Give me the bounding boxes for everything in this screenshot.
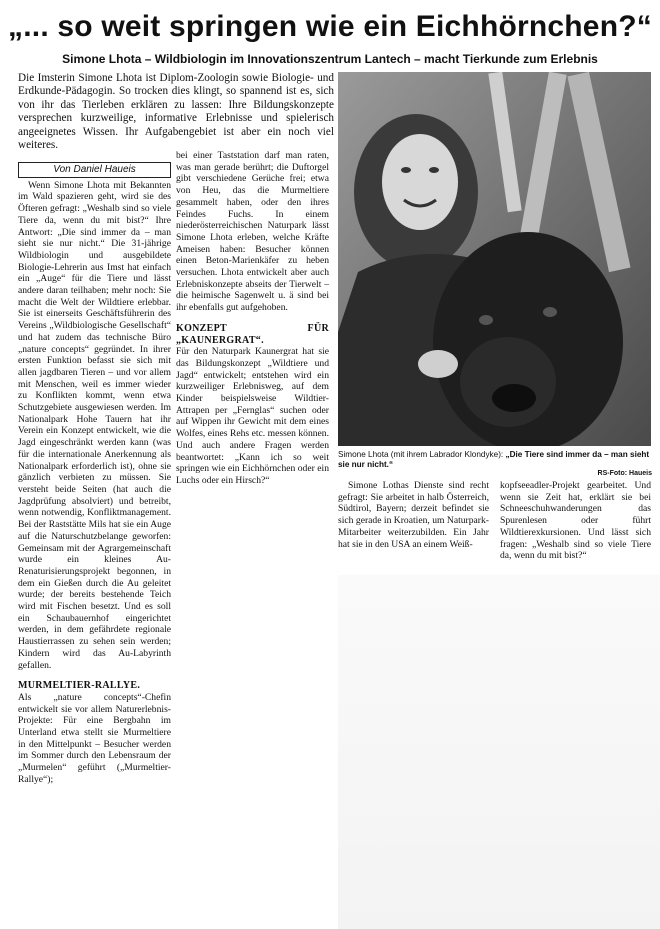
subhead-murmeltier: MURMELTIER-RALLYE. (18, 680, 141, 692)
article-lead: Die Imsterin Simone Lhota ist Diplom-Zoologin sowie Biologie- und Erdkunde-Pädagogin. So trocken dies klingt, so spannend ist es, sich von ihr das Tierleben erklären zu lassen: Ihre Bildungskonzepte versprechen kurzweilige, informative Erlebnisse und spielerisch angeeignetes Wissen. Ihr Aufgabengebiet ist aber ein noch viel weiteres. (18, 72, 334, 152)
column-1 (18, 150, 171, 786)
column-3 (338, 480, 489, 550)
byline: Von Daniel Haueis (18, 162, 171, 178)
column-2-after: Für den Naturpark Kaunergrat hat sie das Bildungskonzept „Wildtiere und Jagd“ entwickelt; entstehen wird ein kurzweiliger Erlebnisweg, auf dem Kinder beispielsweise Wildtier-Attrapen per „Fernglas“ suchen oder auf Wippen ihr Gewicht mit dem eines Wolfes, eines Rehs etc. messen können. Und auch andere Fragen werden beantwortet: „Kann ich so weit springen wie ein Eichhörnchen oder ein Luchs oder ein Hirsch?“ (176, 346, 329, 486)
photo-illustration (338, 72, 651, 446)
portrait-photo (338, 72, 651, 446)
column-1-after: Als „nature concepts“-Chefin entwickelt sie vor allem Naturerlebnis-Projekte: Für eine Bergbahn im Unterland etwa stellt sie Murmeltiere in den Mittelpunkt – Besucher werden im Sommer durch den Lebensraum der „Murmelen“ geführt („Murmeltier-Rallye“); (18, 691, 171, 785)
article-headline: „... so weit springen wie ein Eichhörnchen?“ (8, 10, 652, 43)
caption-quote: „Die Tiere sind immer da – man sieht sie nur nicht.“ (338, 450, 650, 469)
column-4-text: kopfseeadler-Projekt gearbeitet. Und wenn sie Zeit hat, erklärt sie bei Schneeschuhwanderungen das Spurenlesen oder führt Wildtierexkursionen. Und lässt sich fragen: „Weshalb sind so viele Tiere da, wenn du mit bist?“ (500, 480, 651, 562)
article-subhead: Simone Lhota – Wildbiologin im Innovationszentrum Lantech – macht Tierkunde zum Erlebnis (62, 52, 598, 66)
photo-caption (338, 450, 651, 470)
photo-credit: RS-Foto: Haueis (597, 470, 652, 477)
column-4 (500, 480, 651, 562)
column-2-text: bei einer Taststation darf man raten, was man gerade berührt; die Duftorgel gibt verschiedene Gerüche frei; etwa von Heu, das die Murmeltiere gesammelt haben, oder den ihres Feindes Fuchs. In einem niederösterreichischen Naturpark lässt Simone Lhota erleben, welche Kräfte Ameisen haben: Besucher können einen Beton-Marienkäfer zu heben versuchen. Lhota entwickelt aber auch Erlebniskonzepte abseits der Tierwelt – die heimische Sagenwelt u. ä sind bei ihr ebenfalls gut aufgehoben. (176, 150, 329, 314)
subhead-kaunergrat: KONZEPT FÜR „KAUNERGRAT“. (176, 322, 329, 346)
blank-area (338, 575, 660, 929)
column-2 (176, 150, 329, 487)
caption-name: Simone Lhota (mit ihrem Labrador Klondyke): (338, 450, 504, 459)
column-1-text: Wenn Simone Lhota mit Bekannten im Wald spazieren geht, wird sie des Öfteren gefragt: „Weshalb sind so viele Tiere da, wenn du mit bist?“ Ihre Antwort: „Die sind immer da – man sieht sie nur nicht.“ Die 31-jährige Wildbiologin und ausgebildete Biologie-Lehrerin aus Imst hat einfach ein „Auge“ für die Tiere und lässt andere daran teilhaben; mehr noch: Sie macht die Welt der Wildtiere erlebbar. Sie ist einerseits Geschäftsführerin des Vereins „Wildbiologische Gesellschaft“ und hat zudem das technische Büro „nature concepts“ gegründet. In ihrer ersten Funktion befasst sie sich mit allen jagdbaren Tieren – und vor allem mit Menschen, weil es immer wieder zu Konflikten kommt, wenn etwa Schutzgebiete ausgewiesen werden. Im Nationalpark Hohe Tauern hat ihr Verein ein Konzept entwickelt, wie die Jagd eingeschränkt werden kann (was für die internationale Anerkennung als Nationalpark erforderlich ist), ohne sie gänzlich verbieten zu müssen. Sie versteht beide Seiten (hat auch die Jagdprüfung absolviert) und betreibt, wenn notwendig, Konfliktmanagement. Bei der Raststätte Mils hat sie ein Auge auf die Naturschutzbelange geworfen: Gemeinsam mit der Agrargemeinschaft wurde ein kleines Au-Renaturisierungsprojekt begonnen, in dem ein Gießen durch die Au geleitet wurde; der bereits bestehende Teich wird mit Fischen besetzt. Und es soll ein Schaubauernhof eingerichtet werden, in dem gefährdete regionale Haustierrassen zu sehen sein werden; Kindern wird das Au-Labyrinth gefallen. (18, 179, 171, 671)
column-3-text: Simone Lothas Dienste sind recht gefragt: Sie arbeitet in halb Österreich, Südtirol, Bayern; derzeit befindet sie sich gerade in Kroatien, um Naturpark-Mitarbeiter weiterzubilden. Ein Jahr hat sie in den USA an einem Weiß- (338, 480, 489, 550)
